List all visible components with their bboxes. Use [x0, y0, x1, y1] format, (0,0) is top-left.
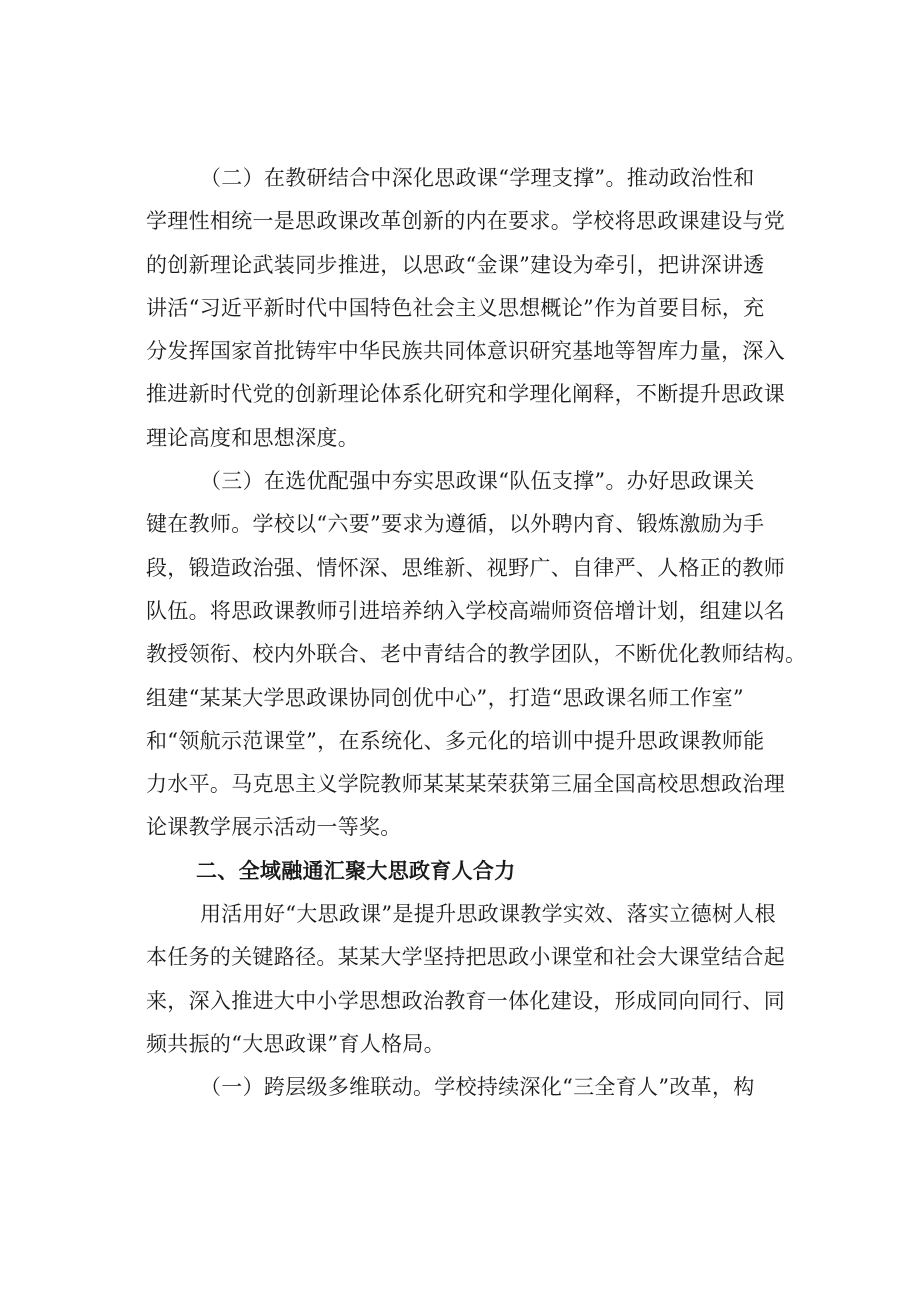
paragraph-2-line: 推进新时代党的创新理论体系化研究和学理化阐释，不断提升思政课	[146, 382, 785, 407]
paragraph-3-line: 力水平。马克思主义学院教师某某某荣获第三届全国高校思想政治理	[146, 772, 785, 797]
paragraph-2-line: 理论高度和思想深度。	[146, 425, 359, 450]
paragraph-3-line: 键在教师。学校以“六要”要求为遵循，以外聘内育、锻炼激励为手	[146, 512, 765, 537]
section-intro-line: 本任务的关键路径。某某大学坚持把思政小课堂和社会大课堂结合起	[146, 945, 785, 970]
paragraph-3-line: 教授领衔、校内外联合、老中青结合的教学团队，不断优化教师结构。	[146, 642, 807, 667]
paragraph-2-line: 讲活“习近平新时代中国特色社会主义思想概论”作为首要目标，充	[146, 295, 765, 320]
paragraph-3-heading-line: （三）在选优配强中夯实思政课“队伍支撑”。办好思政课关	[200, 469, 755, 494]
document-body	[146, 157, 806, 1110]
section-heading: 二、全域融通汇聚大思政育人合力	[196, 858, 516, 883]
paragraph-3-line: 组建“某某大学思政课协同创优中心”，打造“思政课名师工作室”	[146, 685, 744, 710]
paragraph-3-line: 队伍。将思政课教师引进培养纳入学校高端师资倍增计划，组建以名	[146, 598, 785, 623]
paragraph-3-line: 论课教学展示活动一等奖。	[146, 815, 402, 840]
subsection-1-heading-line: （一）跨层级多维联动。学校持续深化“三全育人”改革，构	[200, 1075, 755, 1100]
paragraph-3-line: 和“领航示范课堂”，在系统化、多元化的培训中提升思政课教师能	[146, 728, 765, 753]
paragraph-2-line: 分发挥国家首批铸牢中华民族共同体意识研究基地等智库力量，深入	[146, 339, 785, 364]
paragraph-2-heading-line: （二）在教研结合中深化思政课“学理支撑”。推动政治性和	[200, 166, 755, 190]
paragraph-2-line: 学理性相统一是思政课改革创新的内在要求。学校将思政课建设与党	[146, 209, 785, 234]
paragraph-3-line: 段，锻造政治强、情怀深、思维新、视野广、自律严、人格正的教师	[146, 555, 785, 580]
section-intro-line: 来，深入推进大中小学思想政治教育一体化建设，形成同向同行、同	[146, 988, 785, 1013]
section-intro-line: 频共振的“大思政课”育人格局。	[146, 1031, 445, 1056]
paragraph-2-line: 的创新理论武装同步推进，以思政“金课”建设为牵引，把讲深讲透	[146, 252, 765, 277]
section-intro-line: 用活用好“大思政课”是提升思政课教学实效、落实立德树人根	[200, 902, 776, 927]
